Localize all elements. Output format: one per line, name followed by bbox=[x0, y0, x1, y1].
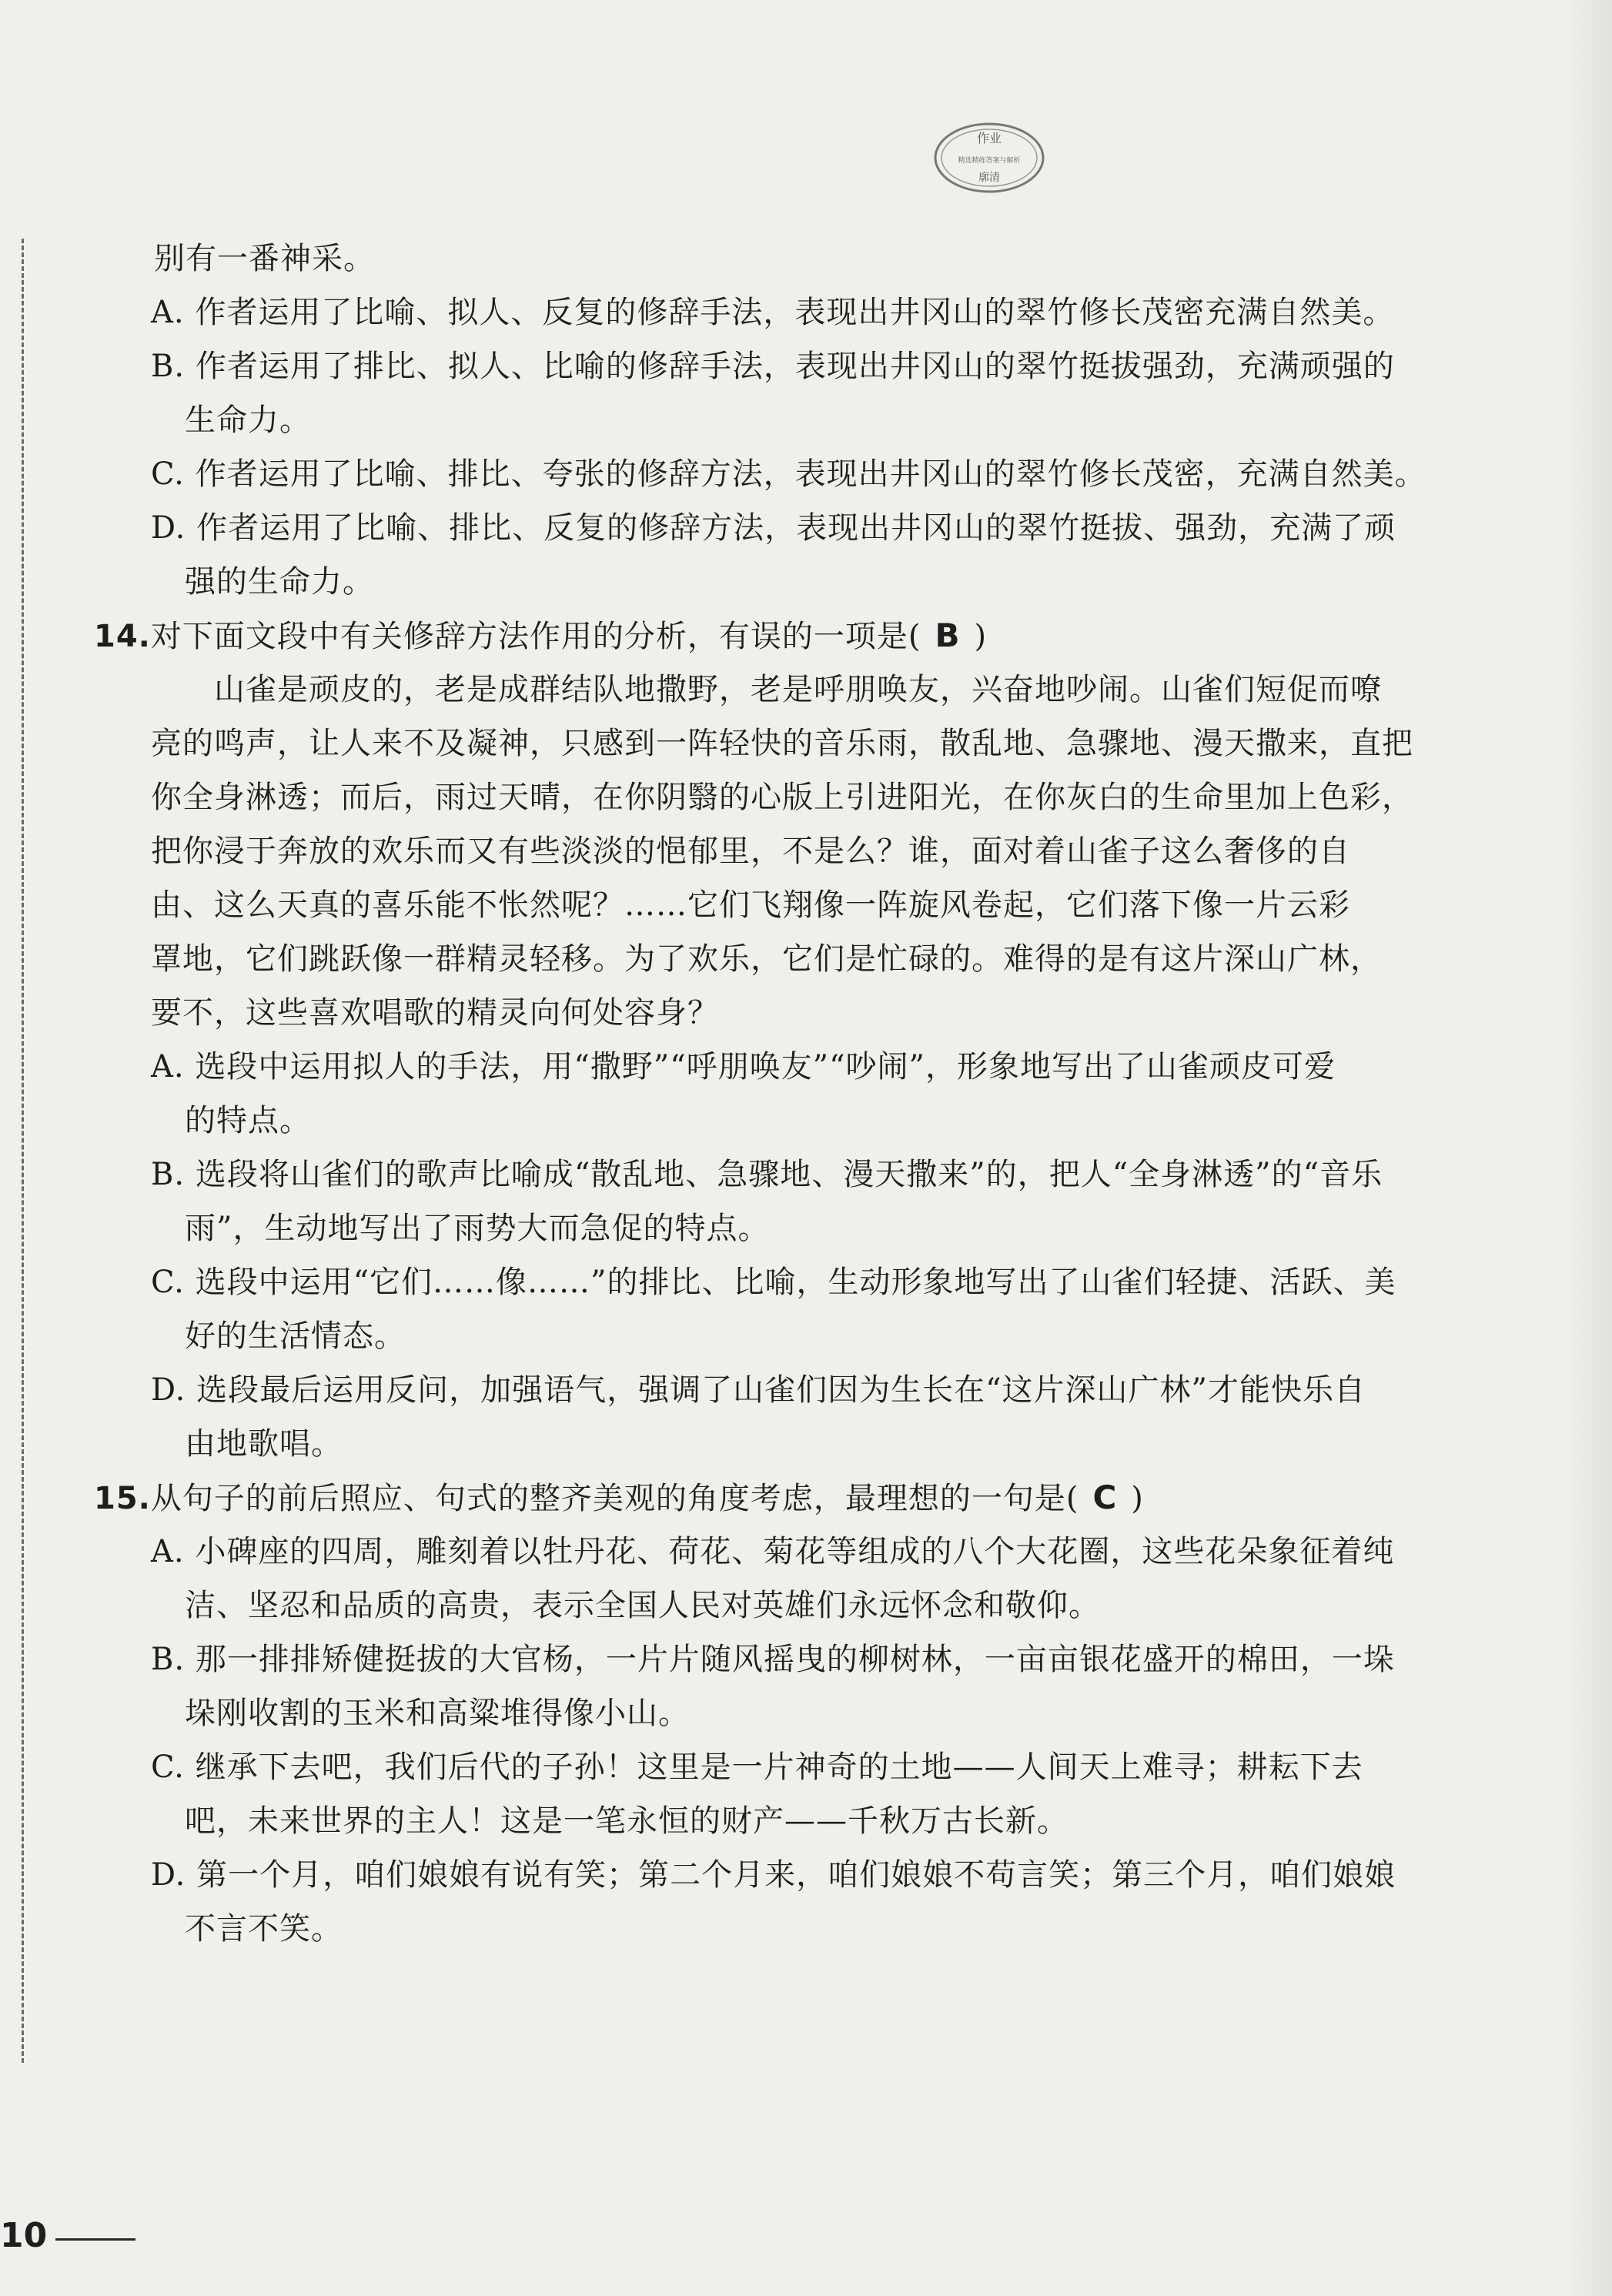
q14-passage-line-1: 山雀是顽皮的，老是成群结队地撒野，老是呼朋唤友，兴奋地吵闹。山雀们短促而嘹 bbox=[214, 672, 1382, 707]
page-number: 10 bbox=[0, 2216, 48, 2255]
q13-option-c: C. 作者运用了比喻、排比、夸张的修辞方法，表现出井冈山的翠竹修长茂密，充满自然美。 bbox=[151, 456, 1426, 492]
q15-number: 15. bbox=[94, 1481, 151, 1516]
q15-option-b: B. 那一排排矫健挺拔的大官杨，一片片随风摇曳的柳树林，一亩亩银花盛开的棉田，一垛 bbox=[151, 1642, 1395, 1677]
q13-lead: 别有一番神采。 bbox=[154, 241, 375, 276]
q14-answer: B bbox=[935, 617, 961, 654]
q14-stem bbox=[94, 614, 987, 658]
q14-option-c-cont: 好的生活情态。 bbox=[185, 1318, 406, 1354]
q14-passage-line-6: 罩地，它们跳跃像一群精灵轻移。为了欢乐，它们是忙碌的。难得的是有这片深山广林， bbox=[151, 941, 1382, 977]
q13-option-a: A. 作者运用了比喻、拟人、反复的修辞手法，表现出井冈山的翠竹修长茂密充满自然美。 bbox=[151, 295, 1395, 330]
q13-option-b: B. 作者运用了排比、拟人、比喻的修辞手法，表现出井冈山的翠竹挺拔强劲，充满顽强的 bbox=[151, 349, 1395, 384]
q13-option-b-cont: 生命力。 bbox=[185, 403, 311, 438]
q14-passage-line-7: 要不，这些喜欢唱歌的精灵向何处容身？ bbox=[151, 995, 719, 1031]
stamp-mid-text: 精选精练答案与解析 bbox=[958, 157, 1021, 165]
q14-stem-text: 对下面文段中有关修辞方法作用的分析，有误的一项是( bbox=[150, 619, 921, 654]
q14-passage-line-2: 亮的鸣声，让人来不及凝神，只感到一阵轻快的音乐雨，散乱地、急骤地、漫天撒来，直把 bbox=[151, 726, 1413, 761]
q14-passage-line-5: 由、这么天真的喜乐能不怅然呢？……它们飞翔像一阵旋风卷起，它们落下像一片云彩 bbox=[151, 887, 1350, 923]
q15-stem bbox=[94, 1476, 1144, 1520]
q15-option-c: C. 继承下去吧，我们后代的子孙！这里是一片神奇的土地——人间天上难寻；耕耘下去 bbox=[151, 1750, 1363, 1785]
q14-stem-close: ) bbox=[974, 619, 988, 654]
q13-option-d: D. 作者运用了比喻、排比、反复的修辞方法，表现出井冈山的翠竹挺拔、强劲，充满了顽 bbox=[151, 510, 1396, 546]
page-number-rule bbox=[55, 2238, 135, 2241]
q14-option-b: B. 选段将山雀们的歌声比喻成“散乱地、急骤地、漫天撒来”的，把人“全身淋透”的“音乐 bbox=[151, 1157, 1383, 1192]
q14-option-b-cont: 雨”，生动地写出了雨势大而急促的特点。 bbox=[185, 1211, 770, 1246]
q15-option-d: D. 第一个月，咱们娘娘有说有笑；第二个月来，咱们娘娘不苟言笑；第三个月，咱们娘娘 bbox=[151, 1857, 1396, 1893]
q14-passage-line-3: 你全身淋透；而后，雨过天晴，在你阴翳的心版上引进阳光，在你灰白的生命里加上色彩， bbox=[151, 780, 1413, 815]
q14-option-d: D. 选段最后运用反问，加强语气，强调了山雀们因为生长在“这片深山广林”才能快乐自 bbox=[151, 1372, 1366, 1408]
q15-answer: C bbox=[1092, 1479, 1118, 1516]
q15-option-b-cont: 垛刚收割的玉米和高粱堆得像小山。 bbox=[185, 1696, 690, 1731]
q14-option-a: A. 选段中运用拟人的手法，用“撒野”“呼朋唤友”“吵闹”，形象地写出了山雀顽皮可爱 bbox=[151, 1049, 1336, 1085]
q15-option-a-cont: 洁、坚忍和品质的高贵，表示全国人民对英雄们永远怀念和敬仰。 bbox=[185, 1588, 1100, 1623]
q14-option-a-cont: 的特点。 bbox=[185, 1103, 311, 1138]
q14-number: 14. bbox=[94, 619, 151, 654]
stamp-top-text: 作业 bbox=[976, 131, 1002, 145]
q15-stem-text: 从句子的前后照应、句式的整齐美观的角度考虑，最理想的一句是( bbox=[150, 1481, 1079, 1516]
stamp-bottom-text: 廓清 bbox=[978, 172, 1000, 184]
q14-option-d-cont: 由地歌唱。 bbox=[185, 1426, 343, 1462]
q15-option-c-cont: 吧，未来世界的主人！这是一笔永恒的财产——千秋万古长新。 bbox=[185, 1803, 1069, 1839]
q15-stem-close: ) bbox=[1131, 1481, 1144, 1516]
q15-option-a: A. 小碑座的四周，雕刻着以牡丹花、荷花、菊花等组成的八个大花圈，这些花朵象征着纯 bbox=[151, 1534, 1395, 1569]
q14-option-c: C. 选段中运用“它们……像……”的排比、比喻，生动形象地写出了山雀们轻捷、活跃、美 bbox=[151, 1265, 1396, 1300]
q15-option-d-cont: 不言不笑。 bbox=[185, 1911, 343, 1947]
q13-option-d-cont: 强的生命力。 bbox=[185, 564, 374, 600]
q14-passage-line-4: 把你浸于奔放的欢乐而又有些淡淡的悒郁里，不是么？谁，面对着山雀子这么奢侈的自 bbox=[151, 834, 1350, 869]
